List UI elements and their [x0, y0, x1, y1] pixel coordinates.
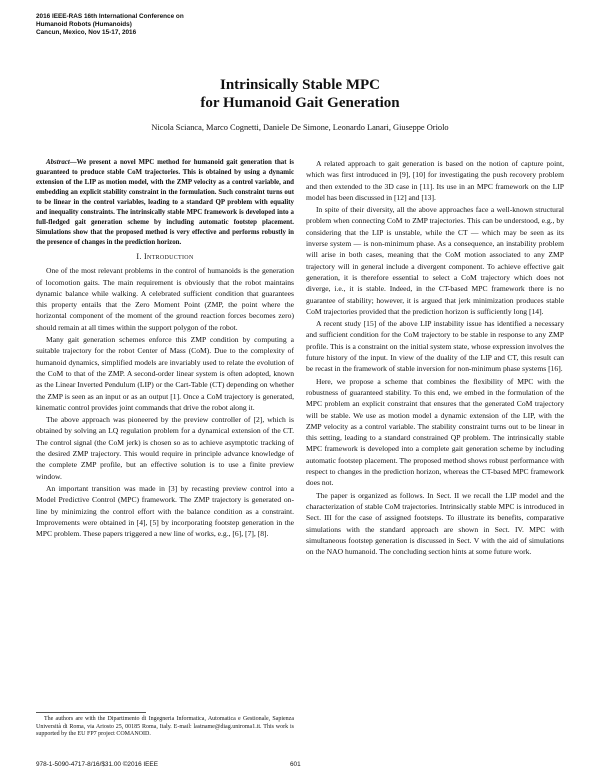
paper-title-line-1: Intrinsically Stable MPC: [220, 77, 380, 93]
paragraph: In spite of their diversity, all the above approaches face a well-known structural problem when connecting CoM to ZMP trajectories. This can be understood, e.g., by considering that the LIP is unstable, while the CT — which may be seen as its inverse system — is non-minimum phase. As a consequence, an instability problem will arise in both cases, meaning that the CoM motion associated to any ZMP trajectory will in general include a divergent component. To achieve effective gait generation, it is therefore essential to select a CoM trajectory which does not diverge, i.e., it is stable. Indeed, in the CT-based MPC framework there is no guarantee of stability; however, it is argued that jerk minimization produces stable CoM trajectories provided that the prediction horizon is sufficiently long [14].: [306, 205, 564, 316]
isbn-copyright: 978-1-5090-4717-8/16/$31.00 ©2016 IEEE: [36, 761, 158, 768]
paper-title-line-2: for Humanoid Gait Generation: [200, 95, 400, 111]
paragraph: Many gait generation schemes enforce this ZMP condition by computing a suitable trajectory for the robot Center of Mass (CoM). Due to the complexity of humanoid dynamics, simplified models are invariably used to relate the evolution of the CoM to that of the ZMP. A second-order linear system is often adopted, known as the Linear Inverted Pendulum (LIP) or the Cart-Table (CT) depending on whether the ZMP is seen as an input or as an output [1]. Once a CoM trajectory is generated, kinematic control provides joint commands that drive the robot along it.: [36, 335, 294, 412]
abstract: [36, 158, 294, 248]
paragraph: Here, we propose a scheme that combines the flexibility of MPC with the robustness of guaranteed stability. To this end, we embed in the formulation of the MPC problem an explicit constraint that ensures that the generated CoM trajectory will be stable. We use as motion model a dynamic extension of the LIP, with the ZMP velocity as a control variable. The stability constraint turns out to be linear in this setting, leading to a standard constrained QP problem. The intrinsically stable MPC framework is developed into a complete gait generation scheme by including automatic footstep placement. The proposed method shows robust performance with respect to changes in the prediction horizon, whereas the CT-based MPC framework does not.: [306, 376, 564, 488]
paragraph: An important transition was made in [3] by recasting preview control into a Model Predictive Control (MPC) framework. The ZMP trajectory is generated on-line by minimizing the control effort with the balance condition as a constraint. Improvements were obtained in [4], [5] by incorporating footstep generation in the MPC problem. These papers triggered a new line of works, e.g., [6], [7], [8].: [36, 483, 294, 539]
paragraph: The above approach was pioneered by the preview controller of [2], which is obtained by solving an LQ regulation problem for a dynamical extension of the CT. The control signal (the CoM jerk) is chosen so as to achieve asymptotic tracking of the desired ZMP trajectory. This would require in principle advance knowledge of the complete ZMP profile, but an effective solution is to use a finite preview window.: [36, 415, 294, 481]
conference-line-1: 2016 IEEE-RAS 16th International Conference on: [36, 13, 184, 20]
paragraph: The paper is organized as follows. In Sect. II we recall the LIP model and the characterization of stable CoM trajectories. Intrinsically stable MPC is introduced in Sect. III for the case of assigned footsteps. To illustrate its benefits, comparative simulations with the standard approach are shown in Sect. IV. MPC with simultaneous footstep generation is discussed in Sect. V with the aid of simulations on the NAO humanoid. The concluding section hints at some future work.: [306, 490, 564, 557]
left-column: [36, 158, 294, 540]
paragraph: A recent study [15] of the above LIP instability issue has identified a necessary and sufficient condition for the CoM trajectory to be stable in response to any ZMP profile. This is a constraint on the initial system state, whose expression involves the future history of the input. In view of the duality of the LIP and CT, this result can be recast in the framework of stable inversion for non-minimum phase systems [16].: [306, 319, 564, 374]
section-title: Introduction: [143, 252, 194, 261]
abstract-text: —We present a novel MPC method for humanoid gait generation that is guaranteed to produce stable CoM trajectories. This is obtained by using a dynamic extension of the LIP as motion model, with the ZMP velocity as a control variable, and embedding an explicit stability constraint in the formulation. Such constraint turns out to be linear in the control variables, leading to a standard QP problem with equality and inequality constraints. The intrinsically stable MPC framework is developed into a full-fledged gait generation scheme by including automatic footstep placement. Simulations show that the proposed method is very effective and performs robustly in the presence of changes in the prediction horizon.: [36, 159, 294, 246]
page-number: 601: [290, 761, 301, 768]
section-heading-introduction: [36, 251, 294, 262]
footnote-divider: [36, 712, 146, 713]
author-list: Nicola Scianca, Marco Cognetti, Daniele De Simone, Leonardo Lanari, Giuseppe Oriolo: [151, 123, 449, 132]
paragraph: A related approach to gait generation is based on the notion of capture point, which was first introduced in [9], [10] for investigating the push recovery problem and then extended to the 3D case in [11]. Its use in an MPC framework on the LIP model has been discussed in [12] and [13].: [306, 159, 564, 202]
paragraph: One of the most relevant problems in the control of humanoids is the generation of locomotion gaits. The main requirement is obviously that the robot maintains dynamic balance while walking. A celebrated sufficient condition that guarantees this property entails that the Zero Moment Point (ZMP, the point where the horizontal component of the moment of the ground reaction forces becomes zero) should remain at all times within the support polygon of the robot.: [36, 266, 294, 332]
conference-header: [36, 13, 336, 37]
section-numeral: I.: [136, 252, 142, 261]
conference-line-2: Humanoid Robots (Humanoids): [36, 21, 132, 28]
author-affiliation-footnote: The authors are with the Dipartimento di Ingegneria Informatica, Automatica e Gestionale, Sapienza Università di Roma, via Ariosto 25, 00185 Roma, Italy. E-mail: lastname@diag.uniroma1.it. This work is supported by the EU FP7 project COMANOID.: [36, 716, 294, 738]
abstract-label: Abstract: [46, 159, 70, 166]
right-column: [306, 158, 564, 558]
conference-line-3: Cancun, Mexico, Nov 15-17, 2016: [36, 29, 137, 36]
